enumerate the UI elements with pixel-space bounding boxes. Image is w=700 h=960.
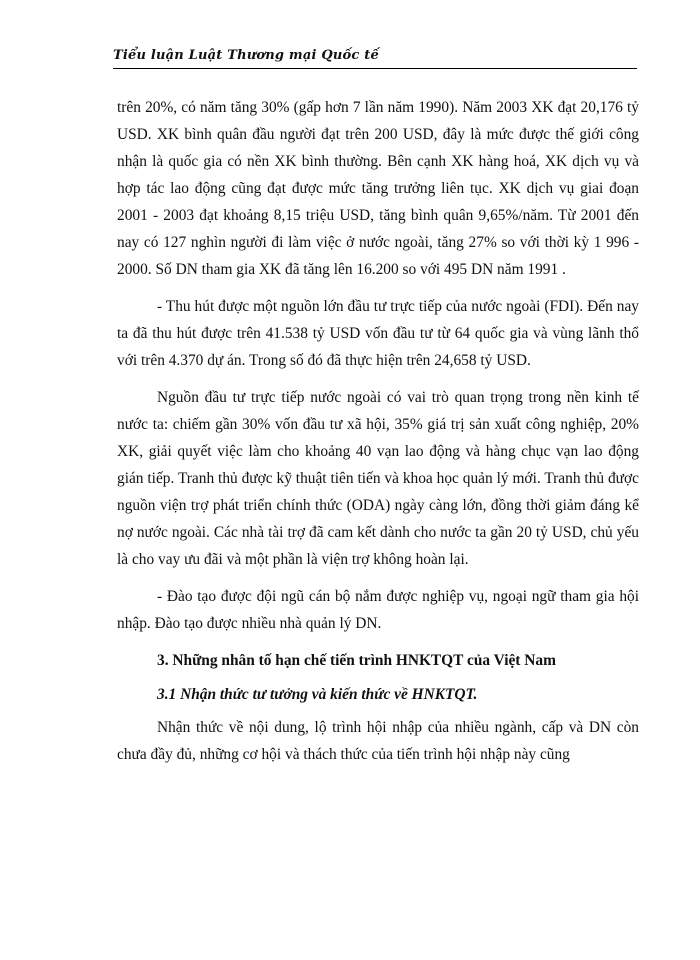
section-heading-3-1: 3.1 Nhận thức tư tưởng và kiến thức về HNKTQT.: [157, 686, 478, 703]
running-header: [113, 46, 637, 69]
paragraph-fdi-role: Nguồn đầu tư trực tiếp nước ngoài có vai trò quan trọng trong nền kinh tế nước ta: chiếm gần 30% vốn đầu tư xã hội, 35% giá trị sản xuất công nghiệp, 20% XK, giải quyết việc làm cho khoảng 40 vạn lao động và hàng chục vạn lao động gián tiếp. Tranh thủ được kỹ thuật tiên tiến và khoa học quản lý mới. Tranh thủ được nguồn viện trợ phát triển chính thức (ODA) ngày càng lớn, đồng thời giảm đáng kể nợ nước ngoài. Các nhà tài trợ đã cam kết dành cho nước ta gần 20 tỷ USD, chủ yếu là cho vay ưu đãi và một phần là viện trợ không hoàn lại.: [117, 389, 639, 568]
section-heading-3: 3. Những nhân tố hạn chế tiến trình HNKTQT của Việt Nam: [157, 652, 556, 669]
paragraph-export-stats: trên 20%, có năm tăng 30% (gấp hơn 7 lần năm 1990). Năm 2003 XK đạt 20,176 tỷ USD. XK bình quân đầu người đạt trên 200 USD, đây là mức được thế giới công nhận là quốc gia có nền XK bình thường. Bên cạnh XK hàng hoá, XK dịch vụ và hợp tác lao động cũng đạt được mức tăng trưởng liên tục. XK dịch vụ giai đoạn 2001 - 2003 đạt khoảng 8,15 triệu USD, tăng bình quân 9,65%/năm. Từ 2001 đến nay có 127 nghìn người đi làm việc ở nước ngoài, tăng 27% so với thời kỳ 1 996 - 2000. Số DN tham gia XK đã tăng lên 16.200 so với 495 DN năm 1991 .: [117, 99, 639, 278]
document-body: [117, 94, 639, 778]
paragraph-fdi: - Thu hút được một nguồn lớn đầu tư trực tiếp của nước ngoài (FDI). Đến nay ta đã thu hút được trên 41.538 tỷ USD vốn đầu tư từ 64 quốc gia và vùng lãnh thổ với trên 4.370 dự án. Trong số đó đã thực hiện trên 24,658 tỷ USD.: [117, 298, 639, 369]
paragraph-awareness: Nhận thức về nội dung, lộ trình hội nhập của nhiều ngành, cấp và DN còn chưa đầy đủ, những cơ hội và thách thức của tiến trình hội nhập này cũng: [117, 719, 639, 763]
header-title: Tiểu luận Luật Thương mại Quốc tế: [113, 48, 379, 63]
paragraph-training: - Đào tạo được đội ngũ cán bộ nắm được nghiệp vụ, ngoại ngữ tham gia hội nhập. Đào tạo được nhiều nhà quản lý DN.: [117, 588, 639, 632]
